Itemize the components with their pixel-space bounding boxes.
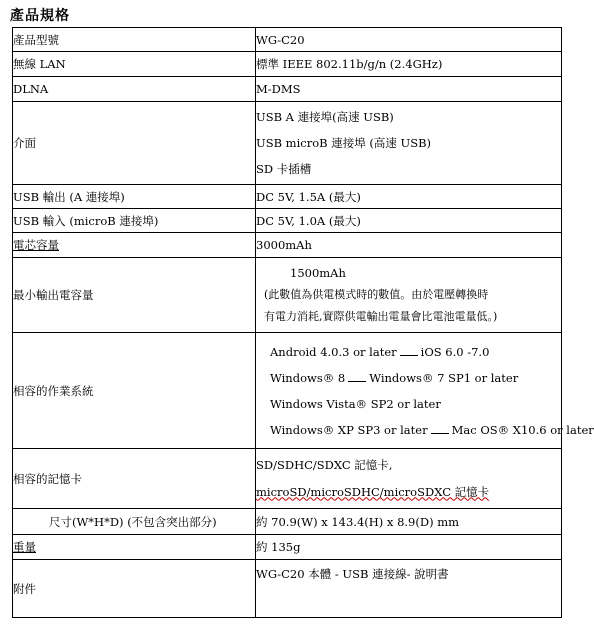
row-label: 介面 (13, 102, 256, 185)
row-label: 最小輸出電容量 (13, 258, 256, 333)
value-line: Windows Vista® SP2 or later (270, 396, 441, 411)
row-label: DLNA (13, 77, 256, 102)
row-value (256, 509, 562, 535)
row-label: 產品型號 (13, 28, 256, 52)
row-value (256, 560, 562, 618)
row-label: 電芯容量 (13, 233, 256, 258)
value-line: 1500mAh (290, 266, 346, 280)
table-row (13, 449, 562, 509)
table-row (13, 233, 562, 258)
value-line: WG-C20 (256, 32, 305, 47)
table-row (13, 209, 562, 233)
separator (400, 347, 418, 356)
value-line (270, 417, 594, 443)
table-row (13, 535, 562, 560)
row-label: USB 輸出 (A 連接埠) (13, 185, 256, 209)
value-line: 有電力消耗,實際供電輸出電量會比電池電量低。) (264, 310, 498, 323)
value-line (270, 365, 561, 391)
table-row (13, 185, 562, 209)
row-value (256, 233, 562, 258)
value-line: 約 70.9(W) x 143.4(H) x 8.9(D) mm (256, 514, 460, 529)
table-row (13, 560, 562, 618)
value-line: SD 卡插槽 (256, 162, 312, 176)
value-line: M-DMS (256, 82, 301, 96)
value-line: DC 5V, 1.5A (最大) (256, 189, 361, 204)
table-row (13, 509, 562, 535)
value-line: microSD/microSDHC/microSDXC 記憶卡 (256, 484, 490, 499)
row-label: 附件 (13, 560, 256, 618)
row-label: 重量 (13, 535, 256, 560)
os-item: Windows® XP SP3 or later (270, 422, 428, 437)
row-value (256, 449, 562, 509)
os-item: Windows® 8 (270, 370, 346, 385)
value-line: SD/SDHC/SDXC 記憶卡, (256, 457, 393, 472)
row-value (256, 535, 562, 560)
row-label: 無線 LAN (13, 52, 256, 77)
value-line: (此數值為供電模式時的數值。由於電壓轉換時 (264, 288, 489, 301)
os-item: Mac OS® X10.6 or later (451, 422, 594, 437)
value-line: 標準 IEEE 802.11b/g/n (2.4GHz) (256, 57, 443, 71)
value-line: 3000mAh (256, 238, 312, 252)
row-value (256, 28, 562, 52)
value-line: WG-C20 本體 - USB 連接線- 說明書 (256, 567, 449, 581)
row-value (256, 185, 562, 209)
row-value (256, 77, 562, 102)
value-line: DC 5V, 1.0A (最大) (256, 213, 361, 228)
table-row (13, 258, 562, 333)
table-row (13, 102, 562, 185)
separator (431, 425, 449, 434)
value-line: USB A 連接埠(高速 USB) (256, 110, 394, 124)
os-item: iOS 6.0 -7.0 (420, 344, 490, 359)
row-label: 相容的作業系統 (13, 333, 256, 449)
value-line (270, 339, 561, 365)
row-value (256, 333, 594, 449)
row-value (256, 102, 562, 185)
row-label: USB 輸入 (microB 連接埠) (13, 209, 256, 233)
row-label: 相容的記憶卡 (13, 449, 256, 509)
separator (348, 373, 366, 382)
os-item: Windows® 7 SP1 or later (369, 370, 519, 385)
os-item: Android 4.0.3 or later (270, 344, 397, 359)
table-row (13, 333, 562, 449)
row-value (256, 52, 562, 77)
table-row (13, 77, 562, 102)
section-title: 產品規格 (10, 8, 70, 24)
row-label: 尺寸(W*H*D) (不包含突出部分) (13, 509, 256, 535)
row-value (256, 209, 562, 233)
table-row (13, 52, 562, 77)
value-line: USB microB 連接埠 (高速 USB) (256, 136, 432, 150)
row-value (256, 258, 562, 333)
spec-table (12, 27, 594, 618)
value-line: 約 135g (256, 540, 301, 554)
table-row (13, 28, 562, 52)
